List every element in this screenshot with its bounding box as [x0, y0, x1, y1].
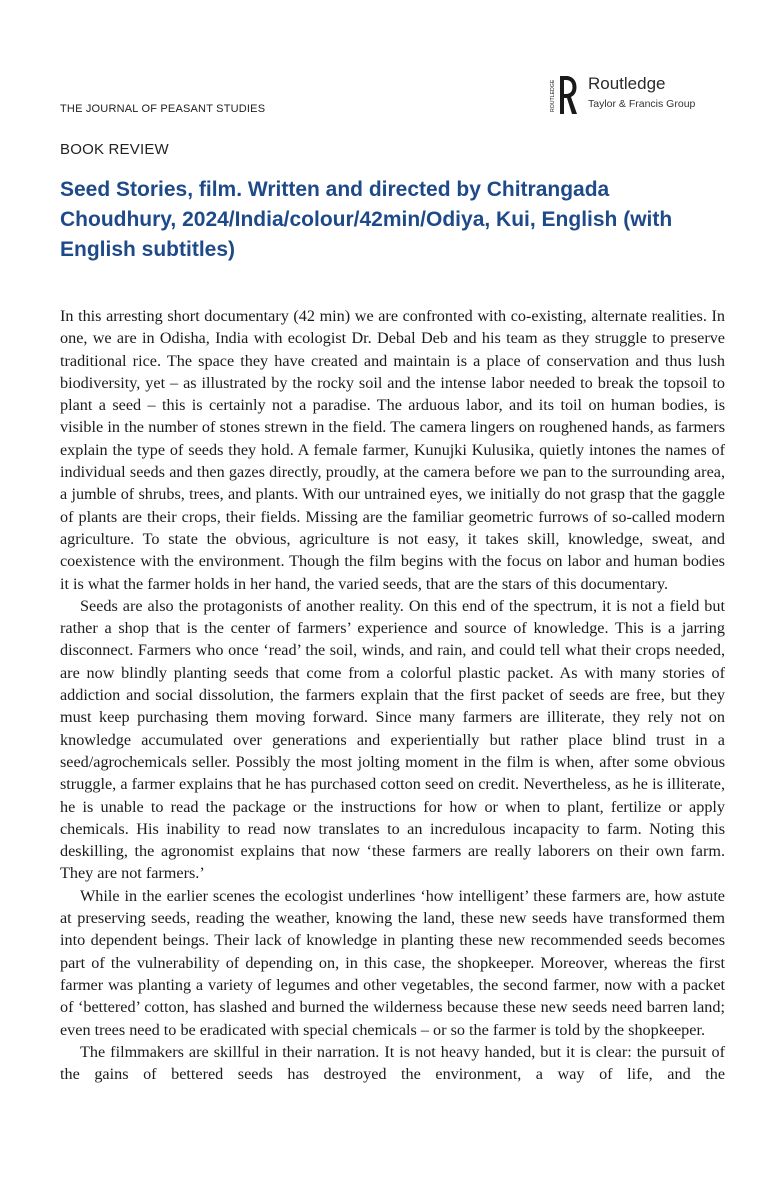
- publisher-vertical-text: ROUTLEDGE: [550, 79, 556, 112]
- paragraph-1: In this arresting short documentary (42 min) we are confronted with co-existing, alternate realities. In one, we are in Odisha, India with ecologist Dr. Debal Deb and his team as they struggle to preserve traditional rice. The space they have created and maintain is a place of conservation and thus lush biodiversity, yet – as illustrated by the rocky soil and the intense labor needed to break the topsoil to plant a seed – this is certainly not a paradise. The arduous labor, and its toil on human bodies, is visible in the number of stones strewn in the field. The camera lingers on roughened hands, as farmers explain the type of seeds they hold. A female farmer, Kunujki Kulusika, quietly intones the names of individual seeds and then gazes directly, proudly, at the camera before we pan to the surrounding area, a jumble of shrubs, trees, and plants. With our untrained eyes, we initially do not grasp that the gaggle of plants are their crops, their fields. Missing are the familiar geometric furrows of so-called modern agriculture. To state the obvious, agriculture is not easy, it takes skill, knowledge, sweat, and coexistence with the environment. Though the film begins with the focus on labor and human bodies it is what the farmer holds in her hand, the varied seeds, that are the stars of this documentary.: [60, 307, 725, 593]
- publisher-group: Taylor & Francis Group: [588, 98, 696, 110]
- article-title: Seed Stories, film. Written and directed by Chitrangada Choudhury, 2024/India/colour/42min/Odiya, Kui, English (with English subtitles): [60, 178, 673, 261]
- routledge-r-logo-icon: [548, 72, 578, 116]
- publisher-name: Routledge: [588, 74, 666, 93]
- article-body: [60, 305, 725, 1085]
- publisher-logo: [548, 72, 728, 118]
- paragraph-3: While in the earlier scenes the ecologist underlines ‘how intelligent’ these farmers are, how astute at preserving seeds, reading the weather, knowing the land, these new seeds have transformed them into dependent beings. Their lack of knowledge in planting these new recommended seeds becomes part of the vulnerability of depending on, in this case, the shopkeeper. Moreover, whereas the first farmer was planting a variety of legumes and other vegetables, the second farmer, now with a packet of ‘bettered’ cotton, has slashed and burned the wilderness because these new seeds need barren land; even trees need to be eradicated with special chemicals – or so the farmer is told by the shopkeeper.: [60, 886, 725, 1039]
- paragraph-4: The filmmakers are skillful in their narration. It is not heavy handed, but it is clear: the pursuit of the gains of bettered seeds has destroyed the environment, a way of life, and the: [60, 1042, 725, 1084]
- journal-name: THE JOURNAL OF PEASANT STUDIES: [60, 103, 266, 115]
- paragraph-2: Seeds are also the protagonists of another reality. On this end of the spectrum, it is not a field but rather a shop that is the center of farmers’ experience and source of knowledge. This is a jarring disconnect. Farmers who once ‘read’ the soil, winds, and rain, and could tell what their crops needed, are now blindly planting seeds that come from a colorful plastic packet. As with many stories of addiction and social dissolution, the farmers explain that the first packet of seeds are free, but they must keep purchasing them moving forward. Since many farmers are illiterate, they rely not on knowledge accumulated over generations and experientially but rather place blind trust in a seed/agrochemicals seller. Possibly the most jolting moment in the film is when, after some obvious struggle, a farmer explains that he has purchased cotton seed on credit. Nevertheless, as he is illiterate, he is unable to read the package or the instructions for how or when to plant, fertilize or apply chemicals. His inability to read now translates to an incredulous incapacity to farm. Noting this deskilling, the agronomist explains that now ‘these farmers are really laborers on their own farm. They are not farmers.’: [60, 596, 725, 883]
- section-label: BOOK REVIEW: [60, 141, 169, 158]
